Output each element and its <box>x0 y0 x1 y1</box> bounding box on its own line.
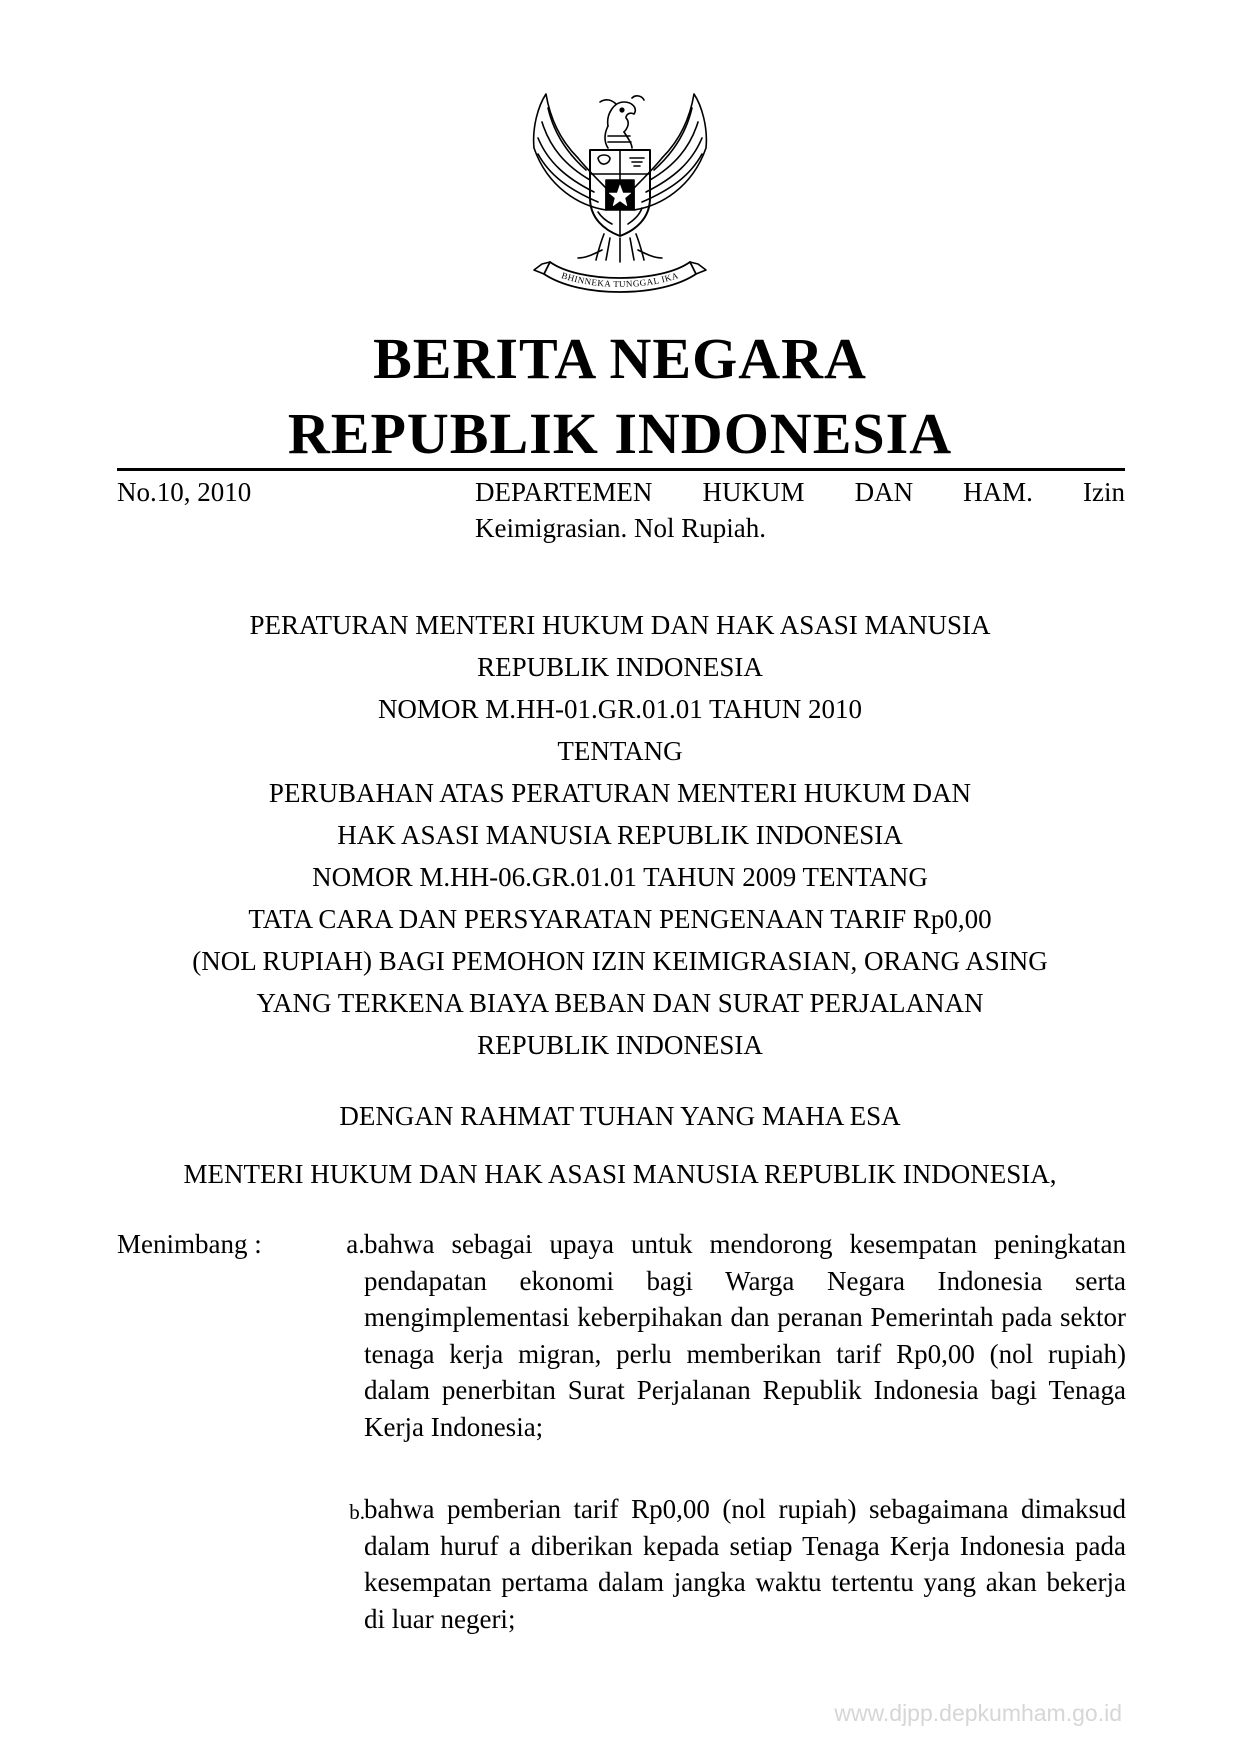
department-line1: DEPARTEMEN HUKUM DAN HAM. Izin <box>475 477 1125 507</box>
opening-block <box>100 1087 1140 1203</box>
regulation-title-line: REPUBLIK INDONESIA <box>477 652 763 682</box>
regulation-title-line: TENTANG <box>557 736 683 766</box>
consideration-marker-b: b. <box>349 1500 365 1524</box>
garuda-emblem-icon <box>520 88 720 298</box>
regulation-title-line: HAK ASASI MANUSIA REPUBLIK INDONESIA <box>337 820 903 850</box>
regulation-title-line: NOMOR M.HH-01.GR.01.01 TAHUN 2010 <box>377 694 863 724</box>
regulation-title-line: TATA CARA DAN PERSYARATAN PENGENAAN TARIF Rp0,00 <box>248 904 992 934</box>
issue-number: No.10, 2010 <box>117 477 252 507</box>
regulation-title-line: PERATURAN MENTERI HUKUM DAN HAK ASASI MANUSIA <box>249 610 991 640</box>
consideration-text-b: bahwa pemberian tarif Rp0,00 (nol rupiah) sebagaimana dimaksud dalam huruf a diberikan kepada setiap Tenaga Kerja Indonesia pada kesempatan pertama dalam jangka waktu tertentu yang akan bekerja di luar negeri; <box>364 1494 1126 1634</box>
regulation-title <box>100 604 1140 1066</box>
considerations-label: Menimbang : <box>117 1229 262 1259</box>
emblem-motto: BHINNEKA TUNGGAL IKA <box>560 270 680 290</box>
regulation-title-line: REPUBLIK INDONESIA <box>477 1030 763 1060</box>
regulation-title-line: YANG TERKENA BIAYA BEBAN DAN SURAT PERJALANAN <box>256 988 984 1018</box>
regulation-title-line: PERUBAHAN ATAS PERATURAN MENTERI HUKUM DAN <box>268 778 972 808</box>
regulation-title-line: (NOL RUPIAH) BAGI PEMOHON IZIN KEIMIGRASIAN, ORANG ASING <box>192 946 1048 976</box>
opening-line-minister: MENTERI HUKUM DAN HAK ASASI MANUSIA REPUBLIK INDONESIA, <box>183 1159 1057 1189</box>
regulation-title-line: NOMOR M.HH-06.GR.01.01 TAHUN 2009 TENTANG <box>312 862 928 892</box>
watermark-url: www.djpp.depkumham.go.id <box>834 1700 1122 1726</box>
consideration-text-a: bahwa sebagai upaya untuk mendorong kesempatan peningkatan pendapatan ekonomi bagi Warga Negara Indonesia serta mengimplementasi keberpihakan dan peranan Pemerintah pada sektor tenaga kerja migran, perlu memberikan tarif Rp0,00 (nol rupiah) dalam penerbitan Surat Perjalanan Republik Indonesia bagi Tenaga Kerja Indonesia; <box>364 1229 1126 1442</box>
consideration-marker-a: a. <box>346 1229 365 1259</box>
masthead-title-line2: REPUBLIK INDONESIA <box>287 401 953 466</box>
department-line2: Keimigrasian. Nol Rupiah. <box>475 513 766 543</box>
masthead-title-line1: BERITA NEGARA <box>373 326 867 391</box>
masthead-divider <box>117 468 1125 471</box>
opening-line-divine: DENGAN RAHMAT TUHAN YANG MAHA ESA <box>339 1101 901 1131</box>
